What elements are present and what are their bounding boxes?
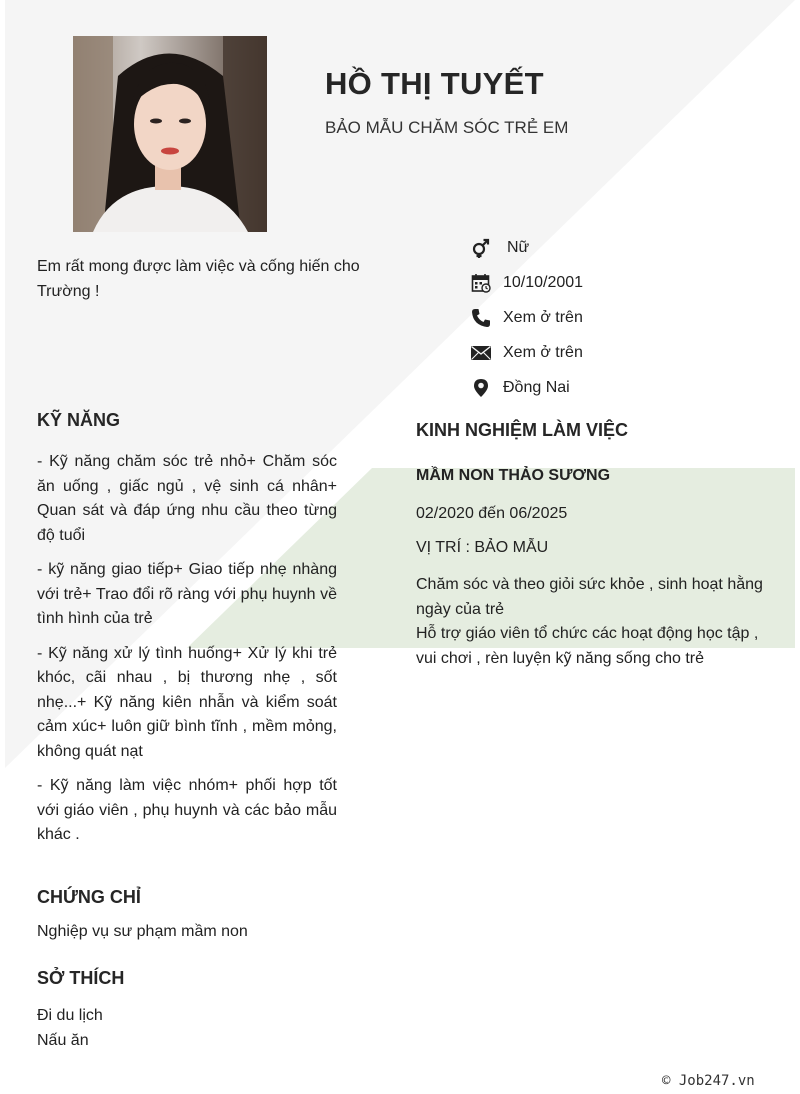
skills-list	[37, 450, 337, 858]
experience-duty: Chăm sóc và theo giỏi sức khỏe , sinh hoạt hằng ngày của trẻ	[416, 576, 763, 618]
phone-value: Xem ở trên	[503, 308, 583, 326]
skill-item: - Kỹ năng chăm sóc trẻ nhỏ+ Chăm sóc ăn uống , giấc ngủ , vệ sinh cá nhân+ Quan sát và đáp ứng nhu cầu theo từng độ tuổi	[37, 453, 337, 544]
experience-duty: Hỗ trợ giáo viên tổ chức các hoạt động học tập , vui chơi , rèn luyện kỹ năng sống cho trẻ	[416, 625, 759, 667]
profile-photo	[73, 36, 267, 232]
career-objective: Em rất mong được làm việc và cống hiến cho Trường !	[37, 258, 360, 300]
experience-description	[416, 573, 778, 671]
experience-heading: KINH NGHIỆM LÀM VIỆC	[416, 420, 629, 440]
contact-info	[471, 230, 583, 405]
gender-icon	[471, 237, 495, 259]
hobbies-heading: SỞ THÍCH	[37, 968, 125, 988]
work-position: VỊ TRÍ : BẢO MẪU	[416, 539, 549, 556]
email-value: Xem ở trên	[503, 343, 583, 361]
contact-gender	[471, 230, 583, 265]
hobby-item: Nấu ăn	[37, 1032, 89, 1049]
job-title: BẢO MẪU CHĂM SÓC TRẺ EM	[325, 118, 569, 137]
contact-phone	[471, 300, 583, 335]
birthday-value: 10/10/2001	[503, 273, 584, 291]
skills-heading: KỸ NĂNG	[37, 410, 121, 430]
company-name: MẦM NON THẢO SƯƠNG	[416, 467, 611, 484]
candidate-name: HỒ THỊ TUYẾT	[325, 66, 544, 101]
contact-address	[471, 370, 583, 405]
skill-item: - Kỹ năng làm việc nhóm+ phối hợp tốt với giáo viên , phụ huynh và các bảo mẫu khác .	[37, 777, 337, 843]
certificates-heading: CHỨNG CHỈ	[37, 887, 141, 907]
envelope-icon	[471, 342, 495, 364]
address-value: Đồng Nai	[503, 378, 570, 396]
skill-item: - Kỹ năng xử lý tình huống+ Xử lý khi trẻ khóc, cãi nhau , bị thương nhẹ , sốt nhẹ...+ Kỹ năng kiên nhẫn và kiểm soát cảm xúc+ luôn giữ bình tĩnh , mềm mỏng, không quát nạt	[37, 644, 337, 760]
phone-icon	[471, 307, 495, 329]
footer-credit: © Job247.vn	[662, 1073, 755, 1089]
skill-item: - kỹ năng giao tiếp+ Giao tiếp nhẹ nhàng với trẻ+ Trao đổi rõ ràng với phụ huynh về tình hình của trẻ	[37, 561, 337, 627]
hobbies-list	[37, 1003, 103, 1053]
work-period: 02/2020 đến 06/2025	[416, 505, 568, 522]
location-pin-icon	[471, 377, 495, 399]
contact-email	[471, 335, 583, 370]
hobby-item: Đi du lịch	[37, 1007, 103, 1024]
contact-birthday	[471, 265, 583, 300]
gender-value: Nữ	[507, 238, 530, 256]
calendar-icon	[471, 272, 495, 294]
certificate-item: Nghiệp vụ sư phạm mầm non	[37, 923, 248, 940]
